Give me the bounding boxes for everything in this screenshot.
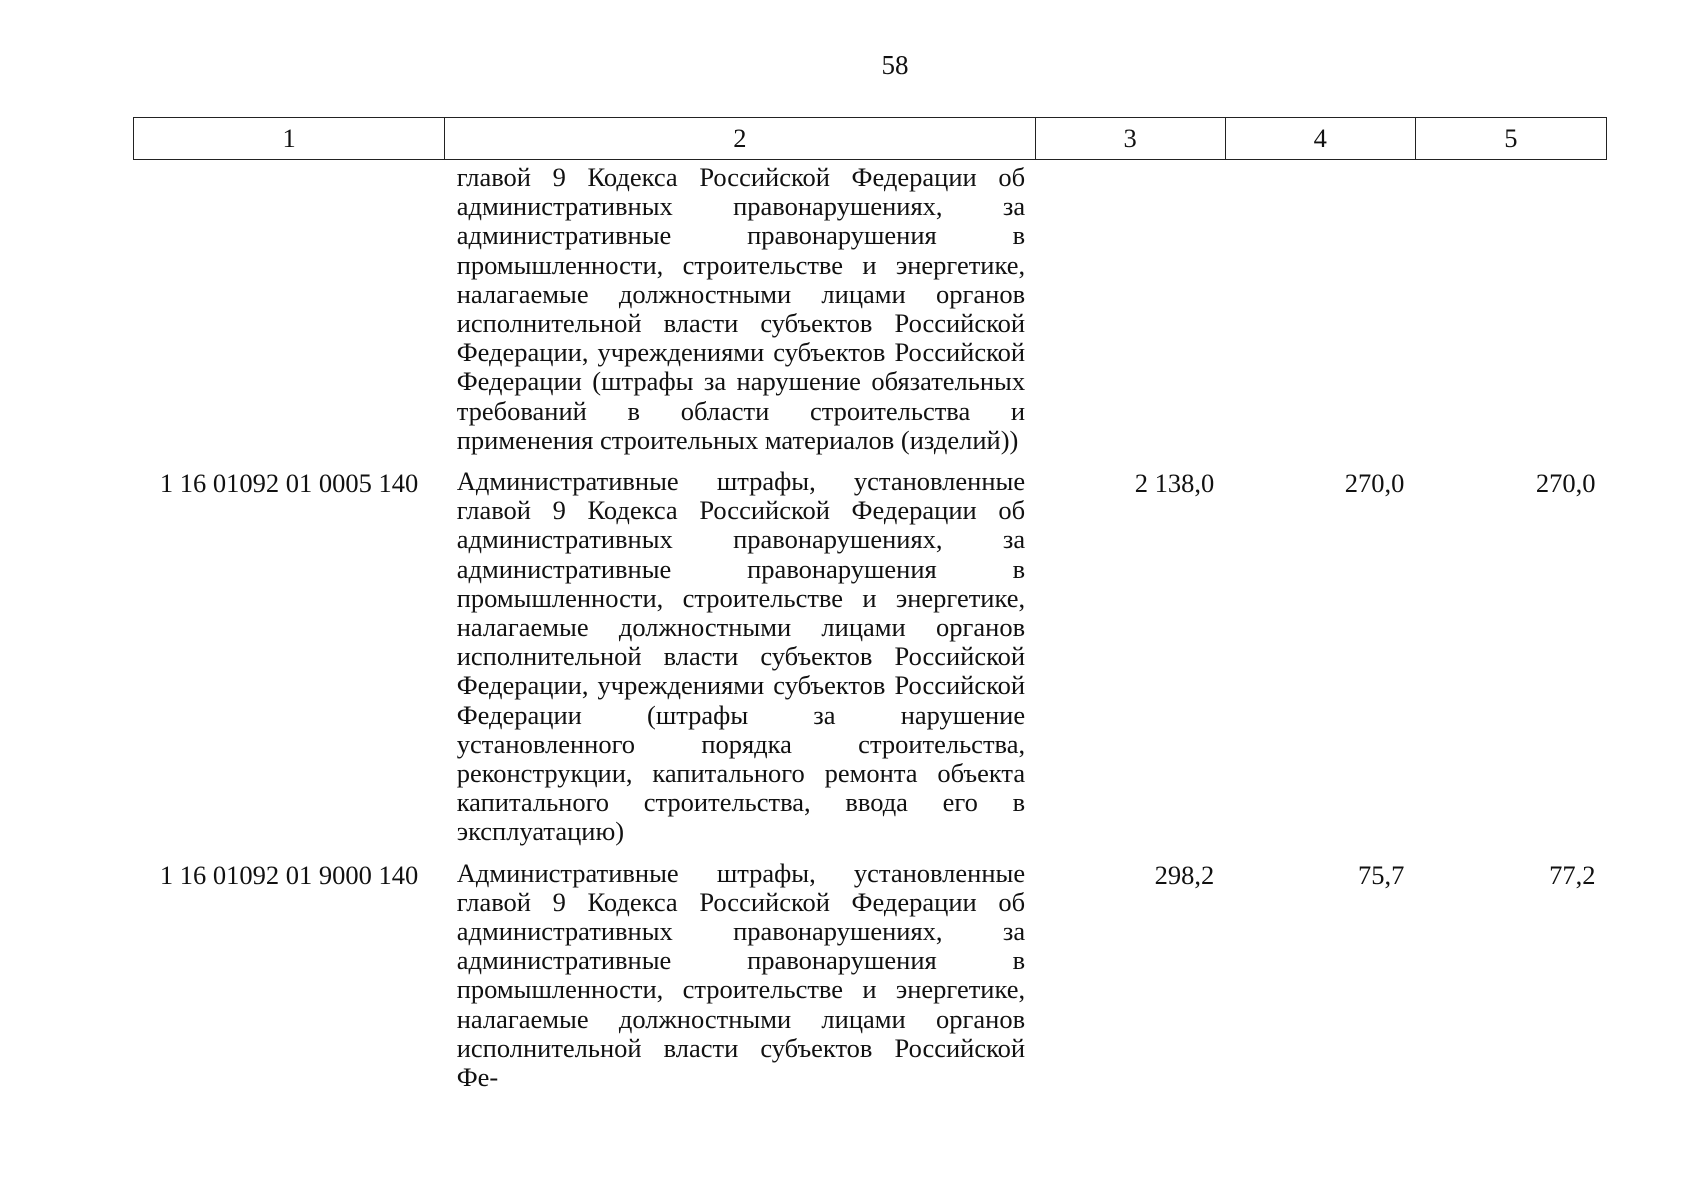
row-description: Административные штрафы, установленные главой 9 Кодекса Российской Федерации об административных правонарушениях, за административные правонарушения в промышленности, строительстве и энергетике, налагаемые должностными лицами органов исполнительной власти субъектов Российской Федерации, учреждениями субъектов Российской Федерации (штрафы за нарушение установленного порядка строительства, реконструкции, капитального ремонта объекта капитального строительства, ввода его в эксплуатацию) (456, 466, 1026, 847)
row-value-col3 (1035, 160, 1225, 468)
header-cell-1: 1 (134, 118, 445, 160)
row-value-col5 (1415, 160, 1606, 468)
row-value-col3: 298,2 (1154, 859, 1215, 890)
table-row (134, 467, 1607, 859)
table-row (134, 859, 1607, 1105)
table-row (134, 160, 1607, 468)
row-value-col5: 77,2 (1549, 859, 1596, 890)
header-cell-2: 2 (445, 118, 1035, 160)
row-code: 1 16 01092 01 0005 140 (159, 468, 419, 499)
row-description: Административные штрафы, установленные главой 9 Кодекса Российской Федерации об административных правонарушениях, за административные правонарушения в промышленности, строительстве и энергетике, налагаемые должностными лицами органов исполнительной власти субъектов Российской Фе- (456, 857, 1026, 1093)
budget-table (133, 117, 1607, 1104)
row-value-col4: 270,0 (1344, 468, 1405, 499)
row-value-col4: 75,7 (1357, 859, 1405, 890)
table-header-row (134, 118, 1607, 160)
header-cell-5: 5 (1415, 118, 1606, 160)
row-value-col3: 2 138,0 (1134, 468, 1215, 499)
row-code (134, 160, 445, 468)
row-value-col5: 270,0 (1535, 468, 1596, 499)
page-number: 58 (881, 50, 909, 80)
header-cell-4: 4 (1225, 118, 1415, 160)
row-code: 1 16 01092 01 9000 140 (159, 859, 419, 890)
row-description: главой 9 Кодекса Российской Федерации об административных правонарушениях, за административные правонарушения в промышленности, строительстве и энергетике, налагаемые должностными лицами органов исполнительной власти субъектов Российской Федерации, учреждениями субъектов Российской Федерации (штрафы за нарушение обязательных требований в области строительства и применения строительных материалов (изделий)) (456, 162, 1026, 455)
row-value-col4 (1225, 160, 1415, 468)
header-cell-3: 3 (1035, 118, 1225, 160)
